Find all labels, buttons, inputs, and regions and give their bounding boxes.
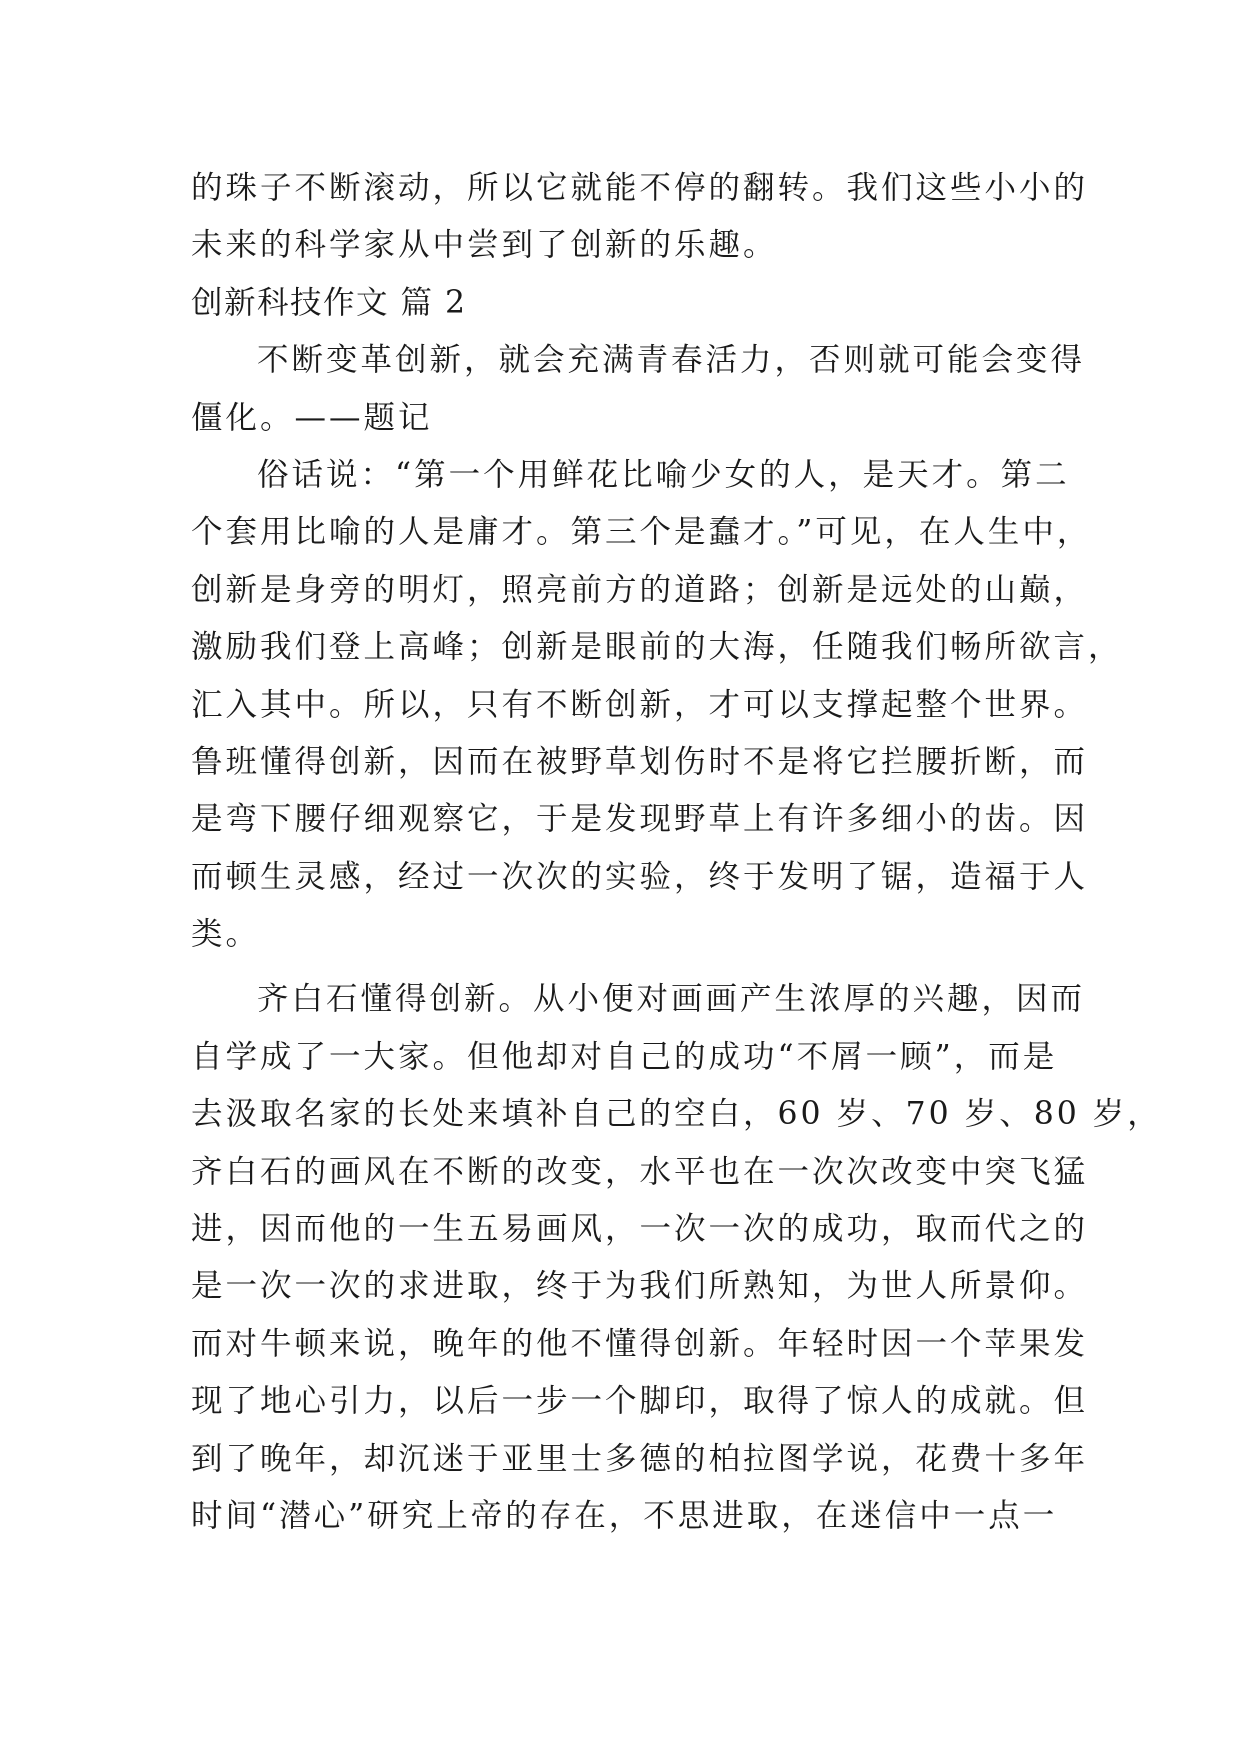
text-line: 激励我们登上高峰；创新是眼前的大海，任随我们畅所欲言，	[191, 629, 1123, 666]
paragraph-first-line: 俗话说：“第一个用鲜花比喻少女的人，是天才。第二	[257, 456, 1070, 493]
paragraph-spacer	[191, 963, 1051, 971]
text-line: 自学成了一大家。但他却对自己的成功“不屑一顾”，而是	[191, 1038, 1058, 1075]
text-line: 僵化。——题记	[191, 399, 433, 436]
text-line: 而对牛顿来说，晚年的他不懂得创新。年轻时因一个苹果发	[191, 1325, 1089, 1362]
document-body	[191, 160, 1162, 1545]
paragraph-first-line: 齐白石懂得创新。从小便对画画产生浓厚的兴趣，因而	[257, 981, 1086, 1018]
text-line: 汇入其中。所以，只有不断创新，才可以支撑起整个世界。	[191, 686, 1089, 723]
text-line: 时间“潜心”研究上帝的存在，不思进取，在迷信中一点一	[191, 1497, 1058, 1534]
text-line: 而顿生灵感，经过一次次的实验，终于发明了锯，造福于人	[191, 858, 1089, 895]
text-line: 是一次一次的求进取，终于为我们所熟知，为世人所景仰。	[191, 1268, 1089, 1305]
text-line: 未来的科学家从中尝到了创新的乐趣。	[191, 227, 778, 264]
text-line: 进，因而他的一生五易画风，一次一次的成功，取而代之的	[191, 1211, 1089, 1248]
text-line: 去汲取名家的长处来填补自己的空白，60 岁、70 岁、80 岁，	[191, 1096, 1162, 1133]
text-line: 创新是身旁的明灯，照亮前方的道路；创新是远处的山巅，	[191, 571, 1089, 608]
text-line: 齐白石的画风在不断的改变，水平也在一次次改变中突飞猛	[191, 1153, 1089, 1190]
text-line: 现了地心引力，以后一步一个脚印，取得了惊人的成就。但	[191, 1383, 1089, 1420]
section-heading: 创新科技作文 篇 2	[191, 284, 467, 321]
paragraph-first-line: 不断变革创新，就会充满青春活力，否则就可能会变得	[257, 342, 1086, 379]
text-line: 鲁班懂得创新，因而在被野草划伤时不是将它拦腰折断，而	[191, 743, 1089, 780]
text-line: 类。	[191, 916, 261, 953]
text-line: 的珠子不断滚动，所以它就能不停的翻转。我们这些小小的	[191, 170, 1089, 206]
text-line: 是弯下腰仔细观察它，于是发现野草上有许多细小的齿。因	[191, 801, 1089, 838]
text-line: 个套用比喻的人是庸才。第三个是蠢才。”可见，在人生中，	[191, 514, 1092, 551]
text-line: 到了晚年，却沉迷于亚里士多德的柏拉图学说，花费十多年	[191, 1440, 1089, 1477]
